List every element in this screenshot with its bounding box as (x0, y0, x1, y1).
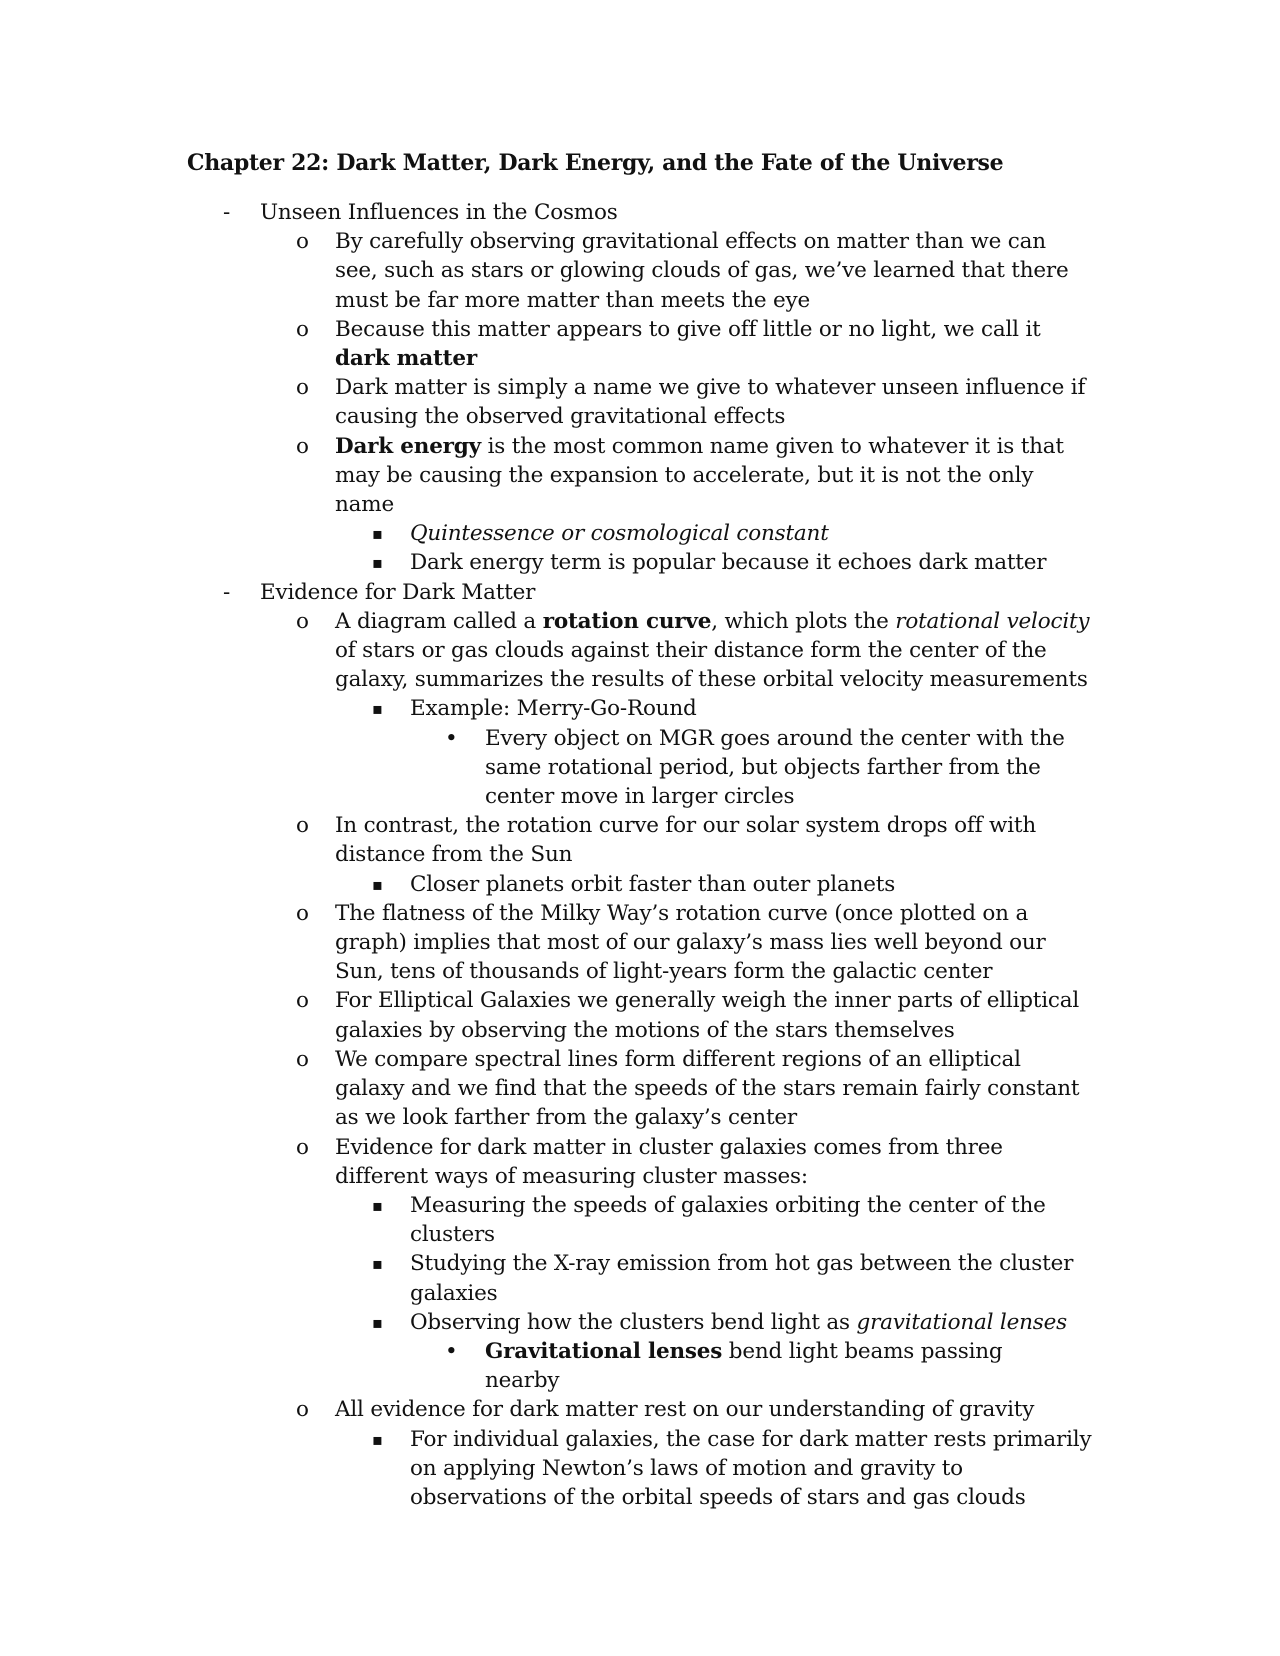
bullet-marker: ▪ (372, 1254, 383, 1274)
bullet-marker: • (445, 1338, 458, 1364)
outline-item-level3 (0, 519, 1100, 548)
bullet-marker: o (296, 813, 309, 839)
outline-item-level4 (0, 1337, 1075, 1395)
outline-item-text: Dark energy is the most common name given to whatever it is that may be causing the expansion to accelerate, but it is not the only name (335, 433, 1064, 518)
outline-item-text: For individual galaxies, the case for dark matter rests primarily on applying Newton’s laws of motion and gravity to observations of the orbital speeds of stars and gas clouds (410, 1426, 1092, 1510)
bullet-marker: o (296, 988, 309, 1014)
outline-item-text: Dark energy term is popular because it echoes dark matter (410, 550, 1047, 576)
bullet-marker: o (296, 608, 309, 634)
outline-item-text: A diagram called a rotation curve, which plots the rotational velocity of stars or gas clouds against their distance form the center of the galaxy, summarizes the results of these orbital velocity measurements (335, 608, 1090, 693)
outline-item-text: Observing how the clusters bend light as gravitational lenses (410, 1309, 1067, 1335)
outline-item-level2 (0, 986, 1095, 1044)
outline-item-text: Unseen Influences in the Cosmos (260, 200, 618, 225)
bullet-marker: ▪ (372, 524, 383, 544)
bullet-marker: o (296, 1134, 309, 1160)
outline-item-level2 (0, 1395, 1095, 1424)
outline-item-text: Evidence for Dark Matter (260, 579, 536, 605)
bullet-marker: - (223, 579, 231, 605)
outline-item-text: By carefully observing gravitational effects on matter than we can see, such as stars or glowing clouds of gas, we’ve learned that there must be far more matter than meets the eye (335, 229, 1069, 313)
outline-item-level2 (0, 1133, 1095, 1191)
outline-item-level3 (0, 1191, 1100, 1249)
outline-item-text: Dark matter is simply a name we give to whatever unseen influence if causing the observed gravitational effects (335, 375, 1086, 430)
bullet-marker: ▪ (372, 1429, 383, 1449)
outline-item-level2 (0, 1045, 1095, 1133)
outline-item-level3 (0, 1425, 1100, 1513)
outline-item-level2 (0, 432, 1095, 520)
outline-item-text: For Elliptical Galaxies we generally weigh the inner parts of elliptical galaxies by observing the motions of the stars themselves (335, 988, 1080, 1043)
outline-item-level3 (0, 548, 1100, 577)
page-title: Chapter 22: Dark Matter, Dark Energy, and the Fate of the Universe (187, 150, 1004, 176)
bullet-marker: - (223, 200, 231, 225)
bullet-marker: ▪ (372, 874, 383, 894)
bullet-marker: ▪ (372, 1312, 383, 1332)
outline-content (0, 198, 1280, 1512)
outline-item-text: Every object on MGR goes around the center with the same rotational period, but objects farther from the center move in larger circles (485, 725, 1065, 810)
outline-item-level2 (0, 811, 1095, 869)
outline-item-text: Closer planets orbit faster than outer planets (410, 871, 896, 897)
bullet-marker: o (296, 375, 309, 401)
bullet-marker: o (296, 433, 309, 459)
bullet-marker: ▪ (372, 1195, 383, 1215)
bullet-marker: o (296, 1397, 309, 1423)
outline-item-level2 (0, 373, 1095, 431)
outline-item-level4 (0, 724, 1075, 812)
outline-item-text: Quintessence or cosmological constant (410, 521, 829, 547)
outline-item-text: Evidence for dark matter in cluster galaxies comes from three different ways of measuring cluster masses: (335, 1134, 1003, 1189)
outline-item-text: The flatness of the Milky Way’s rotation curve (once plotted on a graph) implies that most of our galaxy’s mass lies well beyond our Sun, tens of thousands of light-years form the galactic center (335, 900, 1046, 985)
outline-item-level2 (0, 227, 1095, 315)
outline-item-text: Studying the X-ray emission from hot gas between the cluster galaxies (410, 1251, 1074, 1306)
outline-item-level3 (0, 870, 1100, 899)
outline-item-text: Gravitational lenses bend light beams passing nearby (485, 1338, 1003, 1394)
outline-item-level2 (0, 607, 1095, 695)
bullet-marker: • (445, 725, 458, 751)
bullet-marker: ▪ (372, 699, 383, 719)
outline-item-level3 (0, 1249, 1100, 1307)
outline-item-text: All evidence for dark matter rest on our understanding of gravity (335, 1397, 1035, 1423)
outline-item-text: We compare spectral lines form different regions of an elliptical galaxy and we find that the speeds of the stars remain fairly constant as we look farther from the galaxy’s center (335, 1046, 1080, 1131)
outline-item-level2 (0, 899, 1095, 987)
bullet-marker: o (296, 900, 309, 926)
outline-item-text: Example: Merry-Go-Round (410, 696, 697, 722)
bullet-marker: o (296, 229, 309, 255)
outline-item-level3 (0, 694, 1100, 723)
outline-item-level1 (0, 578, 1100, 607)
outline-item-level1 (0, 198, 1100, 227)
outline-item-text: Because this matter appears to give off little or no light, we call it dark matter (335, 316, 1041, 372)
outline-item-level2 (0, 315, 1095, 373)
bullet-marker: o (296, 1046, 309, 1072)
outline-item-text: In contrast, the rotation curve for our solar system drops off with distance from the Sun (335, 813, 1036, 868)
outline-item-level3 (0, 1308, 1100, 1337)
bullet-marker: o (296, 316, 309, 342)
bullet-marker: ▪ (372, 553, 383, 573)
outline-item-text: Measuring the speeds of galaxies orbiting the center of the clusters (410, 1192, 1046, 1248)
